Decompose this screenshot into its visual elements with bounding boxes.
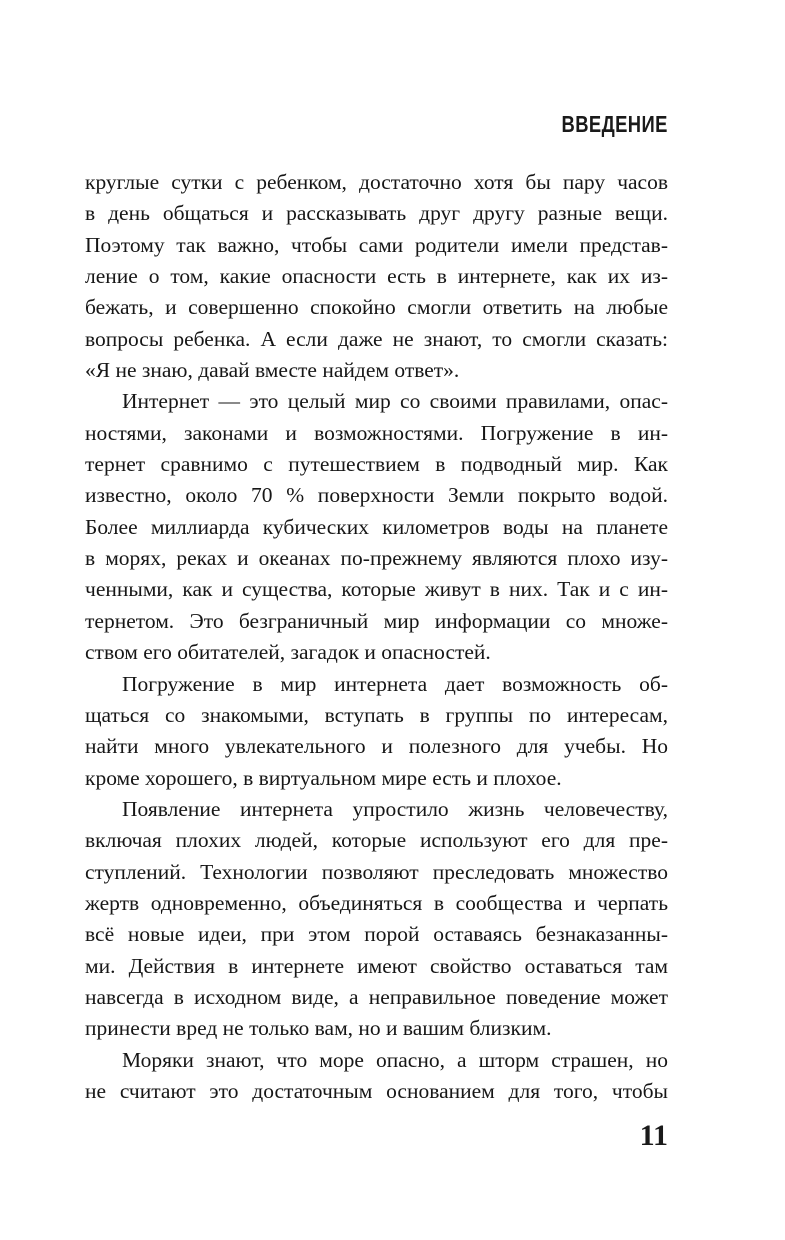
paragraph: [85, 1045, 668, 1108]
text-line: принести вред не только вам, но и вашим близким.: [85, 1016, 552, 1041]
text-line: известно, около 70 % поверхности Земли покрыто водой.: [85, 483, 668, 508]
text-line: вопросы ребенка. А если даже не знают, то смогли сказать:: [85, 326, 668, 351]
text-line: щаться со знакомыми, вступать в группы по интересам,: [85, 702, 668, 727]
paragraph: [85, 167, 668, 386]
text-line: ченными, как и существа, которые живут в них. Так и с ин-: [85, 577, 668, 602]
text-line: ступлений. Технологии позволяют преследовать множество: [85, 859, 668, 884]
text-line: тернет сравнимо с путешествием в подводный мир. Как: [85, 452, 668, 477]
text-line: ми. Действия в интернете имеют свойство оставаться там: [85, 953, 668, 978]
text-line: бежать, и совершенно спокойно смогли ответить на любые: [85, 295, 668, 320]
text-line: включая плохих людей, которые используют его для пре-: [85, 828, 668, 853]
text-line: Погружение в мир интернета дает возможность об-: [122, 671, 668, 696]
text-line: круглые сутки с ребенком, достаточно хотя бы пару часов: [85, 170, 668, 194]
text-line: Более миллиарда кубических километров воды на планете: [85, 514, 668, 539]
text-line: в день общаться и рассказывать друг другу разные вещи.: [85, 201, 668, 226]
text-line: не считают это достаточным основанием для того, чтобы: [85, 1078, 668, 1103]
text-line: тернетом. Это безграничный мир информации со множе-: [85, 608, 668, 633]
text-line: в морях, реках и океанах по-прежнему являются плохо изу-: [85, 546, 668, 571]
text-line: Появление интернета упростило жизнь человечеству,: [122, 796, 668, 821]
text-line: Моряки знают, что море опасно, а шторм страшен, но: [122, 1047, 668, 1072]
paragraph: [85, 794, 668, 1045]
body-text: [85, 167, 668, 1107]
text-line: Поэтому так важно, чтобы сами родители имели представ-: [85, 232, 668, 257]
page-number: 11: [639, 1119, 668, 1152]
text-line: кроме хорошего, в виртуальном мире есть и плохое.: [85, 765, 562, 790]
text-line: ление о том, какие опасности есть в интернете, как их из-: [85, 264, 668, 289]
text-line: «Я не знаю, давай вместе найдем ответ».: [85, 358, 460, 383]
paragraph: [85, 386, 668, 668]
text-line: ностями, законами и возможностями. Погружение в ин-: [85, 420, 668, 445]
paragraph: [85, 669, 668, 794]
text-line: всё новые идеи, при этом порой оставаясь безнаказанны-: [85, 922, 668, 947]
text-line: найти много увлекательного и полезного для учебы. Но: [85, 734, 668, 759]
text-line: Интернет — это целый мир со своими правилами, опас-: [122, 389, 668, 414]
text-line: жертв одновременно, объединяться в сообщества и черпать: [85, 890, 668, 915]
running-header: ВВЕДЕНИЕ: [561, 111, 668, 137]
text-line: навсегда в исходном виде, а неправильное поведение может: [85, 984, 668, 1009]
text-line: ством его обитателей, загадок и опасностей.: [85, 640, 491, 665]
